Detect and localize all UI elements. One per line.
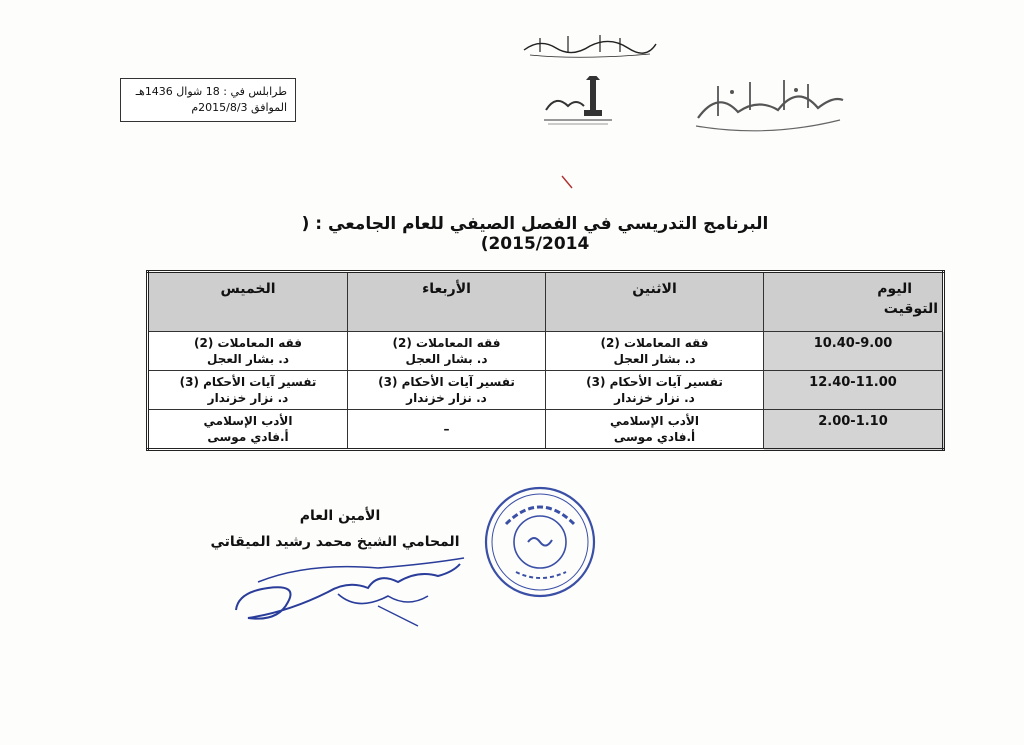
date-hijri: طرابلس في : 18 شوال 1436هـ — [135, 85, 287, 98]
course-name: الأدب الإسلامي — [610, 414, 699, 428]
corner-day-label: اليوم — [877, 281, 912, 297]
day-header-thursday: الخميس — [148, 272, 348, 332]
teacher-name: د. نزار خزندار — [614, 391, 695, 405]
signatory-title: الأمين العام — [299, 508, 381, 524]
course-name: فقه المعاملات (2) — [194, 336, 302, 350]
basmala-calligraphy — [520, 30, 660, 60]
course-name: – — [443, 422, 450, 436]
day-header-monday: الاثنين — [546, 272, 764, 332]
course-name: تفسير آيات الأحكام (3) — [586, 375, 723, 389]
time-slot-label: 10.40-9.00 — [813, 336, 893, 351]
teacher-name: د. بشار العجل — [613, 352, 696, 366]
date-box — [120, 78, 296, 122]
schedule-cell — [546, 371, 764, 410]
teacher-name: أ.فادي موسى — [613, 430, 696, 444]
stray-ink-mark — [560, 174, 574, 190]
schedule-cell — [148, 371, 348, 410]
schedule-cell — [546, 332, 764, 371]
time-slot — [764, 332, 944, 371]
teacher-name: د. نزار خزندار — [406, 391, 487, 405]
schedule-header-row — [148, 272, 944, 332]
teacher-name: د. بشار العجل — [405, 352, 488, 366]
day-header-wednesday: الأربعاء — [348, 272, 546, 332]
signatory-name: المحامي الشيخ محمد رشيد الميقاتي — [210, 534, 460, 550]
university-calligraphy-logo — [688, 70, 848, 140]
course-name: الأدب الإسلامي — [203, 414, 293, 428]
schedule-cell — [348, 371, 546, 410]
teacher-name: د. بشار العجل — [207, 352, 289, 366]
table-row — [148, 371, 944, 410]
schedule-cell — [546, 410, 764, 450]
course-name: تفسير آيات الأحكام (3) — [378, 375, 515, 389]
course-name: فقه المعاملات (2) — [600, 336, 709, 350]
official-stamp — [482, 484, 598, 600]
schedule-cell — [148, 410, 348, 450]
time-slot — [764, 410, 944, 450]
course-name: تفسير آيات الأحكام (3) — [179, 375, 317, 389]
corner-header — [764, 272, 944, 332]
teacher-name: د. نزار خزندار — [207, 391, 289, 405]
schedule-cell — [348, 410, 546, 450]
teacher-name: أ.فادي موسى — [207, 430, 289, 444]
schedule-table — [146, 270, 945, 451]
corner-time-label: التوقيت — [883, 301, 938, 317]
time-slot — [764, 371, 944, 410]
table-row — [148, 410, 944, 450]
document-title: البرنامج التدريسي في الفصل الصيفي للعام الجامعي : ( 2015/2014) — [301, 214, 769, 254]
handwritten-signature — [228, 552, 468, 632]
table-row — [148, 332, 944, 371]
time-slot-label: 12.40-11.00 — [809, 375, 897, 390]
university-emblem-logo — [540, 76, 616, 128]
course-name: فقه المعاملات (2) — [392, 336, 501, 350]
date-gregorian: الموافق 2015/8/3م — [191, 101, 287, 114]
time-slot-label: 2.00-1.10 — [818, 414, 888, 429]
schedule-cell — [348, 332, 546, 371]
schedule-cell — [148, 332, 348, 371]
